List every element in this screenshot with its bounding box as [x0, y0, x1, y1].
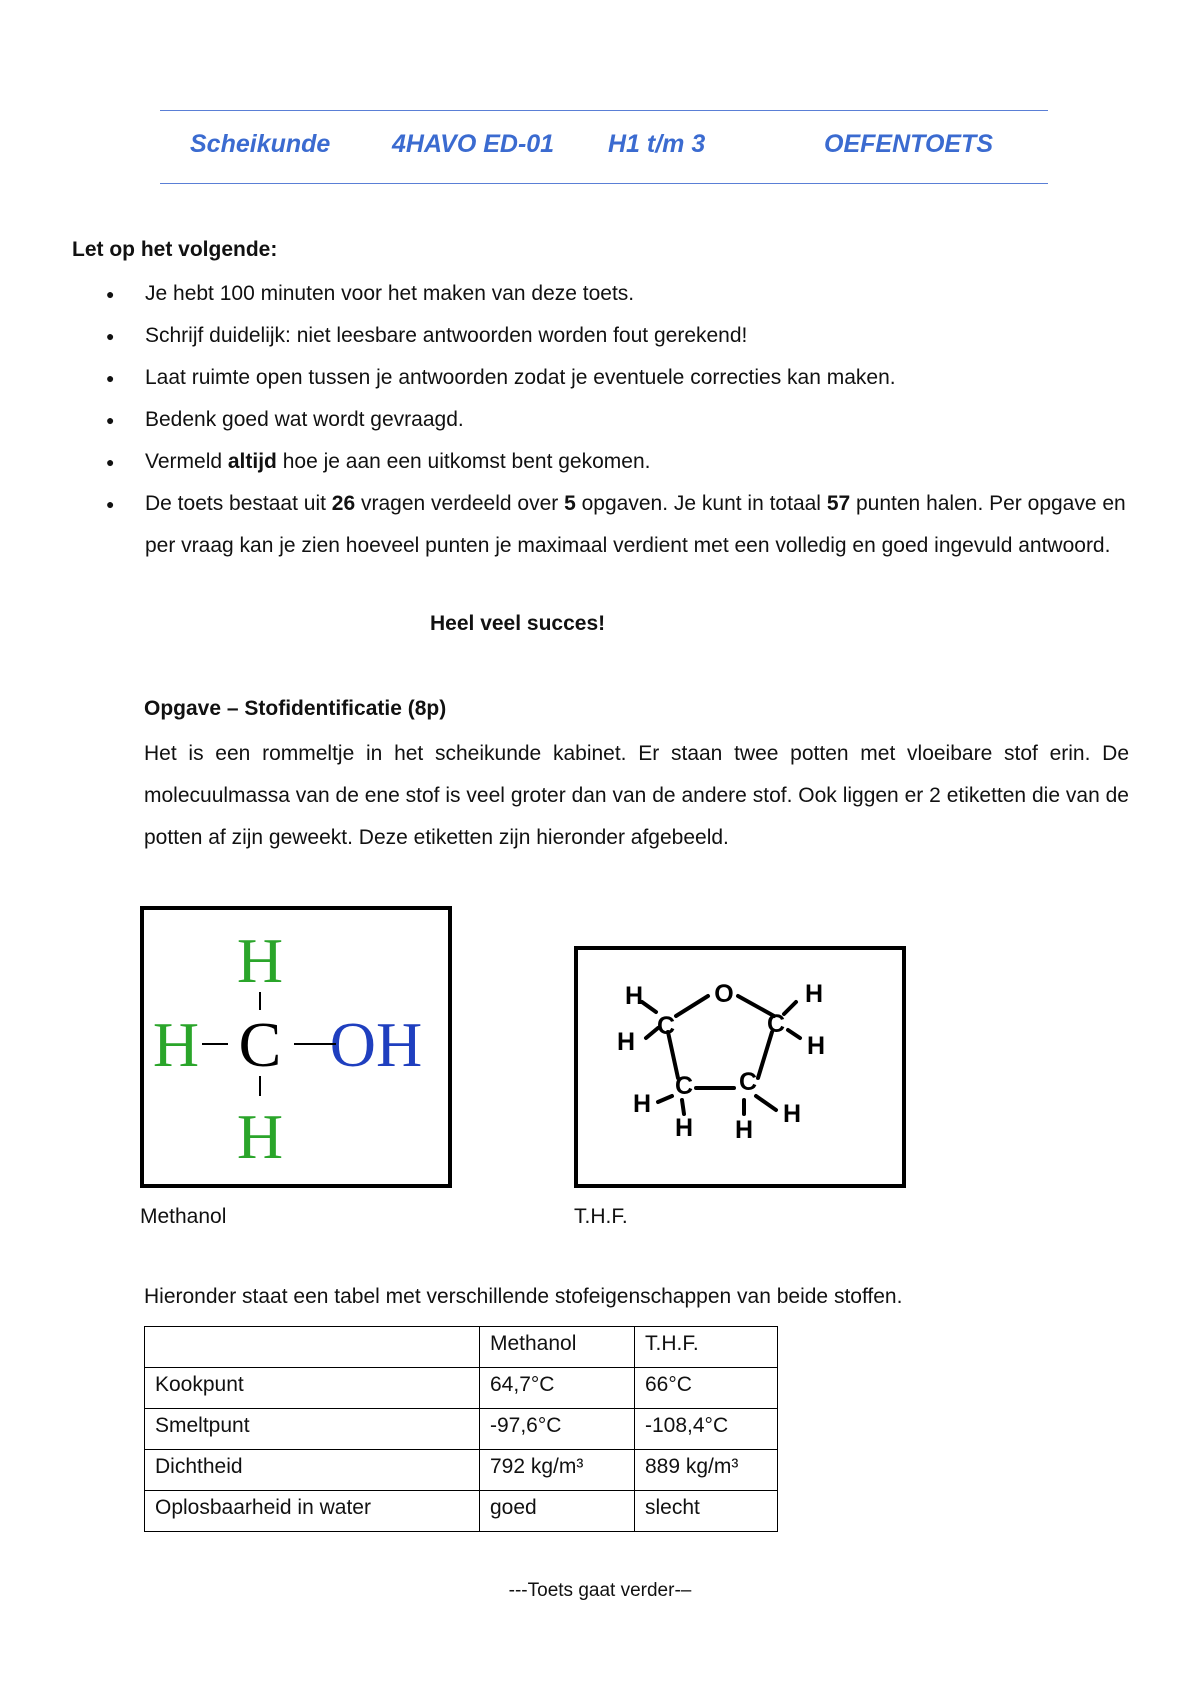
table-cell: 66°C: [635, 1368, 778, 1409]
table-intro: Hieronder staat een tabel met verschillende stofeigenschappen van beide stoffen.: [144, 1285, 903, 1308]
closing-wish: Heel veel succes!: [430, 612, 606, 635]
table-row: [145, 1491, 778, 1532]
table-cell: Dichtheid: [145, 1450, 480, 1491]
thf-c2: C: [766, 1010, 786, 1038]
methanol-h-bottom: H: [236, 1101, 284, 1172]
thf-h5: H: [632, 1090, 652, 1118]
assignment-title: Opgave – Stofidentificatie (8p): [144, 697, 447, 720]
properties-table: [144, 1326, 778, 1532]
title-type: OEFENTOETS: [824, 130, 994, 158]
page-footer: ---Toets gaat verder-–: [508, 1580, 692, 1601]
assignment-intro: Het is een rommeltje in het scheikunde kabinet. Er staan twee potten met vloeibare stof erin. De molecuulmassa van de ene stof is veel groter dan van de andere stof. Ook liggen er 2 etiketten die van de potten af zijn geweekt. Deze etiketten zijn hieronder afgebeeld.: [144, 742, 1129, 849]
thf-c4: C: [738, 1068, 758, 1096]
notes-heading: Let op het volgende:: [72, 238, 278, 261]
thf-h1: H: [624, 982, 644, 1010]
table-cell: Oplosbaarheid in water: [145, 1491, 480, 1532]
page-title: [160, 130, 1048, 170]
thf-h2: H: [616, 1028, 636, 1056]
title-chapters: H1 t/m 3: [608, 130, 706, 158]
methanol-h-top: H: [236, 925, 284, 996]
list-item: ● Je hebt 100 minuten voor het maken van deze toets.: [100, 273, 1140, 315]
table-cell: Smeltpunt: [145, 1409, 480, 1450]
thf-h6: H: [674, 1114, 694, 1142]
table-cell: Kookpunt: [145, 1368, 480, 1409]
thf-label-image: [574, 946, 906, 1188]
methanol-caption: Methanol: [140, 1205, 227, 1228]
methanol-h-left: H: [152, 1009, 200, 1080]
table-row: [145, 1409, 778, 1450]
table-cell: -97,6°C: [480, 1409, 635, 1450]
table-header-cell: Methanol: [480, 1327, 635, 1368]
title-class-code: 4HAVO ED-01: [392, 130, 555, 158]
table-cell: goed: [480, 1491, 635, 1532]
list-item: ● Schrijf duidelijk: niet leesbare antwoorden worden fout gerekend!: [100, 315, 1140, 357]
list-item: ● Vermeld altijd hoe je aan een uitkomst bent gekomen.: [100, 441, 1140, 483]
list-item: ● Laat ruimte open tussen je antwoorden zodat je eventuele correcties kan maken.: [100, 357, 1140, 399]
list-item: ● De toets bestaat uit 26 vragen verdeeld over 5 opgaven. Je kunt in totaal 57 punten halen. Per opgave en per vraag kan je zien hoeveel punten je maximaal verdient met een volledig en goed ingevuld antwoord.: [100, 483, 1140, 567]
header-top-rule: [160, 110, 1048, 111]
table-row: [145, 1368, 778, 1409]
table-cell: 889 kg/m³: [635, 1450, 778, 1491]
thf-caption: T.H.F.: [574, 1205, 628, 1228]
thf-o: O: [714, 980, 734, 1008]
thf-h7: H: [734, 1116, 754, 1144]
table-header-cell: [145, 1327, 480, 1368]
table-cell: 64,7°C: [480, 1368, 635, 1409]
list-item: ● Bedenk goed wat wordt gevraagd.: [100, 399, 1140, 441]
thf-c3: C: [674, 1072, 694, 1100]
methanol-c: C: [238, 1009, 282, 1080]
methanol-label-image: [140, 906, 452, 1188]
header-bottom-rule: [160, 183, 1048, 184]
table-row: [145, 1450, 778, 1491]
methanol-structure: [144, 910, 448, 1184]
table-cell: -108,4°C: [635, 1409, 778, 1450]
title-subject: Scheikunde: [190, 130, 331, 158]
table-header-cell: T.H.F.: [635, 1327, 778, 1368]
thf-c1: C: [656, 1012, 676, 1040]
thf-h8: H: [782, 1100, 802, 1128]
table-cell: slecht: [635, 1491, 778, 1532]
notes-list: [100, 273, 1140, 567]
thf-h3: H: [804, 980, 824, 1008]
methanol-oh: OH: [329, 1009, 423, 1080]
table-cell: 792 kg/m³: [480, 1450, 635, 1491]
thf-structure: [578, 950, 902, 1184]
thf-h4: H: [806, 1032, 826, 1060]
table-header-row: [145, 1327, 778, 1368]
